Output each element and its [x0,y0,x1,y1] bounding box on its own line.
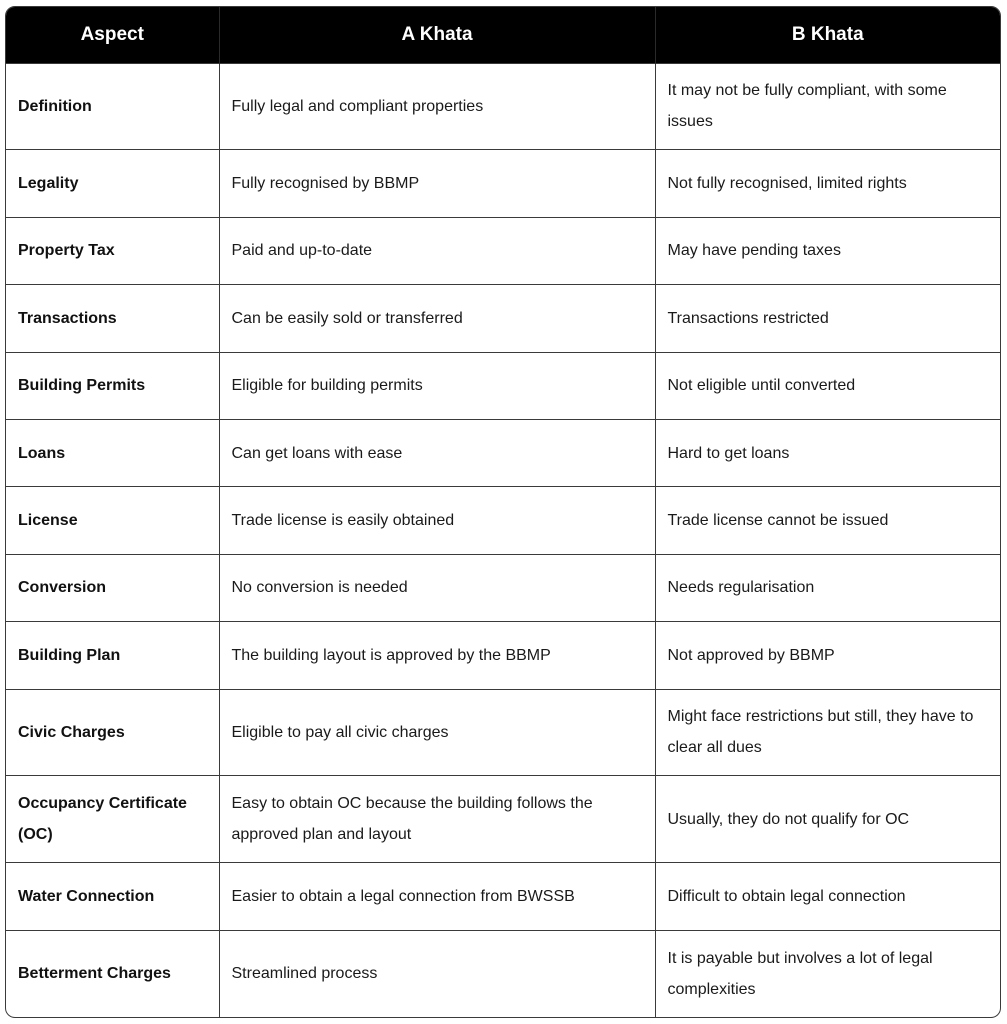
table-row [6,63,1000,150]
b-khata-cell: It is payable but involves a lot of legal complexities [655,930,1000,1017]
aspect-cell: Loans [6,419,219,486]
b-khata-cell: Not approved by BBMP [655,622,1000,689]
table-row [6,285,1000,352]
table-row [6,352,1000,419]
table-row [6,776,1000,863]
table-row [6,419,1000,486]
b-khata-cell: Might face restrictions but still, they have to clear all dues [655,689,1000,776]
a-khata-cell: Can be easily sold or transferred [219,285,655,352]
a-khata-cell: Easy to obtain OC because the building follows the approved plan and layout [219,776,655,863]
aspect-cell: Occupancy Certificate (OC) [6,776,219,863]
a-khata-cell: Fully recognised by BBMP [219,150,655,217]
table-row [6,689,1000,776]
aspect-cell: Property Tax [6,217,219,284]
aspect-cell: Definition [6,63,219,150]
comparison-table-container [5,6,1001,1018]
header-b-khata: B Khata [655,7,1000,63]
a-khata-cell: No conversion is needed [219,554,655,621]
aspect-cell: Legality [6,150,219,217]
table-row [6,930,1000,1017]
aspect-cell: Conversion [6,554,219,621]
a-khata-cell: Easier to obtain a legal connection from BWSSB [219,863,655,930]
aspect-cell: Civic Charges [6,689,219,776]
b-khata-cell: May have pending taxes [655,217,1000,284]
aspect-cell: Transactions [6,285,219,352]
b-khata-cell: Difficult to obtain legal connection [655,863,1000,930]
aspect-cell: Building Permits [6,352,219,419]
a-khata-cell: The building layout is approved by the BBMP [219,622,655,689]
b-khata-cell: Not eligible until converted [655,352,1000,419]
b-khata-cell: Not fully recognised, limited rights [655,150,1000,217]
aspect-cell: Betterment Charges [6,930,219,1017]
table-row [6,217,1000,284]
table-row [6,622,1000,689]
b-khata-cell: Needs regularisation [655,554,1000,621]
a-khata-cell: Eligible to pay all civic charges [219,689,655,776]
table-header [6,7,1000,63]
b-khata-cell: Trade license cannot be issued [655,487,1000,554]
table-body [6,63,1000,1017]
table-row [6,554,1000,621]
a-khata-cell: Can get loans with ease [219,419,655,486]
aspect-cell: Building Plan [6,622,219,689]
table-row [6,863,1000,930]
a-khata-cell: Paid and up-to-date [219,217,655,284]
b-khata-cell: Usually, they do not qualify for OC [655,776,1000,863]
b-khata-cell: Hard to get loans [655,419,1000,486]
header-a-khata: A Khata [219,7,655,63]
a-khata-cell: Fully legal and compliant properties [219,63,655,150]
b-khata-cell: Transactions restricted [655,285,1000,352]
table-row [6,150,1000,217]
table-row [6,487,1000,554]
a-khata-cell: Streamlined process [219,930,655,1017]
header-aspect: Aspect [6,7,219,63]
a-khata-cell: Eligible for building permits [219,352,655,419]
a-khata-cell: Trade license is easily obtained [219,487,655,554]
khata-comparison-table [6,7,1000,1017]
header-row [6,7,1000,63]
b-khata-cell: It may not be fully compliant, with some issues [655,63,1000,150]
aspect-cell: Water Connection [6,863,219,930]
aspect-cell: License [6,487,219,554]
